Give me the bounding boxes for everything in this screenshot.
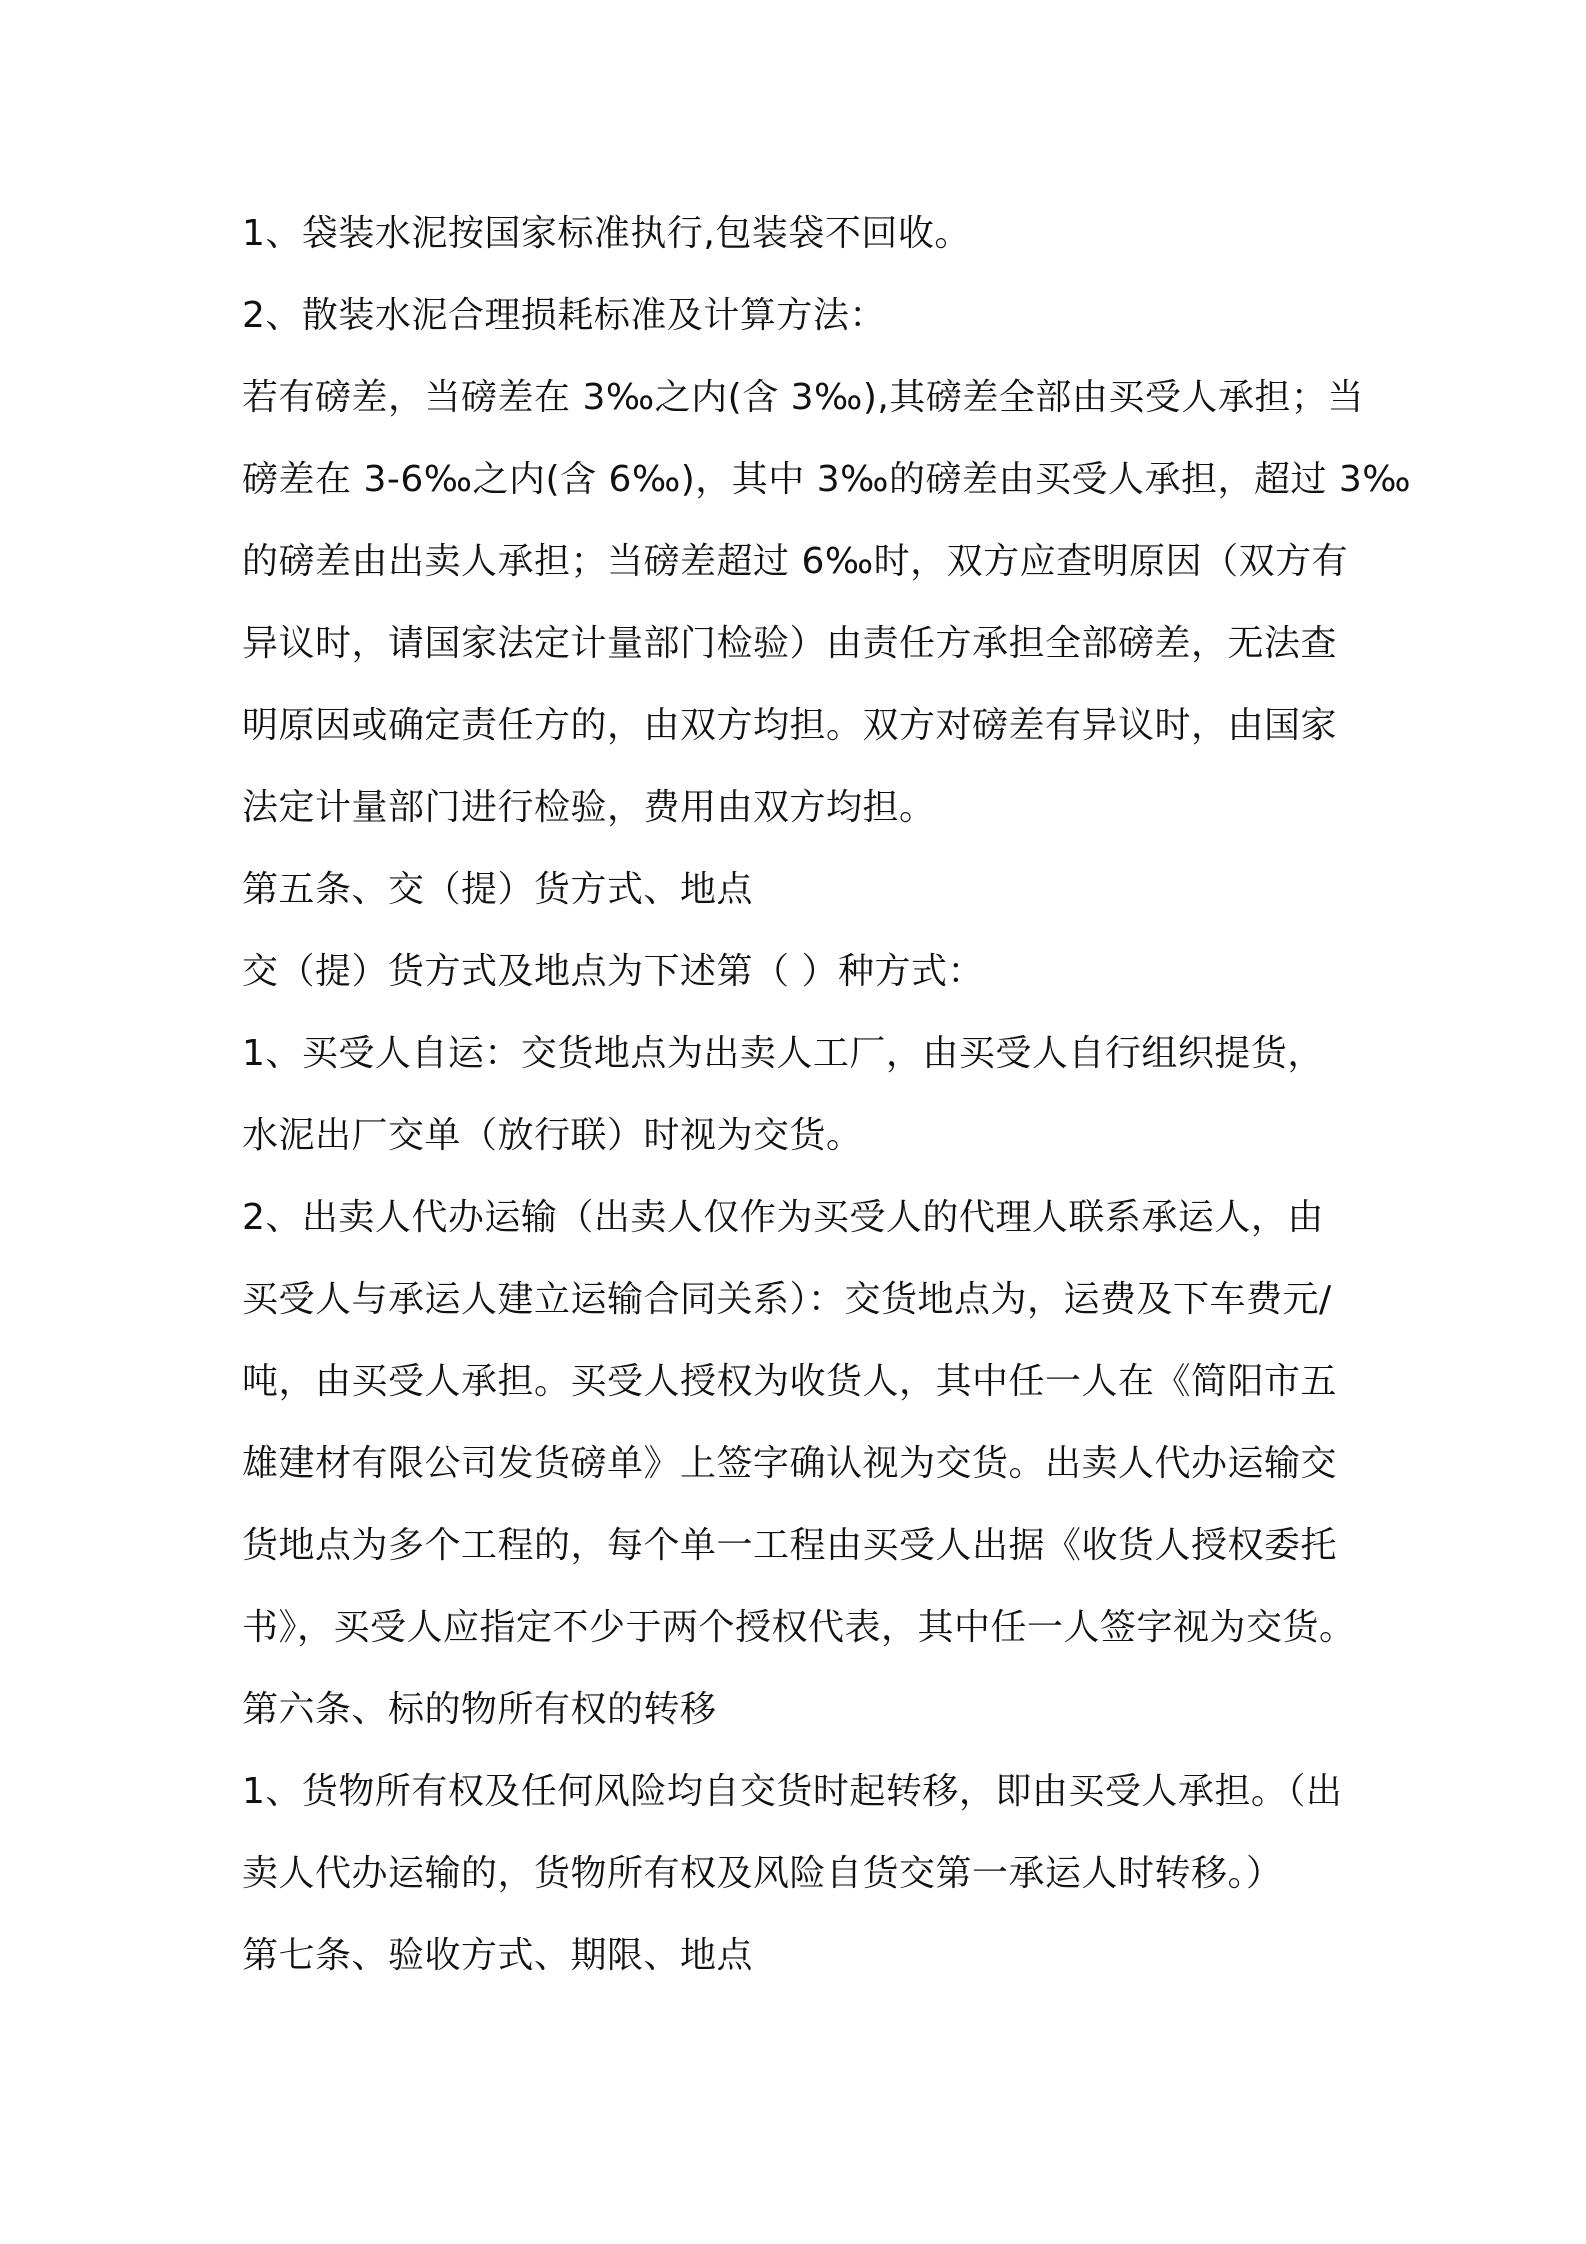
- section-heading: 第五条、交（提）货方式、地点: [242, 869, 754, 910]
- text-line: 若有磅差，当磅差在 3‰之内(含 3‰),其磅差全部由买受人承担；当: [242, 377, 1364, 418]
- text-line: 卖人代办运输的，货物所有权及风险自货交第一承运人时转移。）: [242, 1853, 1283, 1894]
- section-heading: 第六条、标的物所有权的转移: [242, 1689, 717, 1730]
- text-line: 法定计量部门进行检验，费用由双方均担。: [242, 787, 936, 828]
- text-line: 1、货物所有权及任何风险均自交货时起转移，即由买受人承担。（出: [242, 1771, 1343, 1812]
- document-page: [242, 193, 1412, 1997]
- text-line: 2、散装水泥合理损耗标准及计算方法：: [242, 295, 886, 336]
- text-line: 买受人与承运人建立运输合同关系）：交货地点为，运费及下车费元/: [242, 1279, 1332, 1320]
- text-line: 磅差在 3-6‰之内(含 6‰)，其中 3‰的磅差由买受人承担，超过 3‰: [242, 459, 1412, 500]
- text-line: 1、买受人自运：交货地点为出卖人工厂，由买受人自行组织提货，: [242, 1033, 1324, 1074]
- section-heading: 第七条、验收方式、期限、地点: [242, 1935, 754, 1976]
- text-line: 异议时，请国家法定计量部门检验）由责任方承担全部磅差，无法查: [242, 623, 1338, 664]
- text-line: 货地点为多个工程的，每个单一工程由买受人出据《收货人授权委托: [242, 1525, 1338, 1566]
- text-line: 书》，买受人应指定不少于两个授权代表，其中任一人签字视为交货。: [242, 1607, 1356, 1648]
- text-line: 的磅差由出卖人承担；当磅差超过 6‰时，双方应查明原因（双方有: [242, 541, 1349, 582]
- text-line: 水泥出厂交单（放行联）时视为交货。: [242, 1115, 863, 1156]
- text-line: 交（提）货方式及地点为下述第（ ）种方式：: [242, 951, 984, 992]
- text-line: 雄建材有限公司发货磅单》上签字确认视为交货。出卖人代办运输交: [242, 1443, 1338, 1484]
- text-line: 明原因或确定责任方的，由双方均担。双方对磅差有异议时，由国家: [242, 705, 1338, 746]
- text-line: 吨，由买受人承担。买受人授权为收货人，其中任一人在《简阳市五: [242, 1361, 1338, 1402]
- text-line: 1、袋装水泥按国家标准执行,包装袋不回收。: [242, 213, 971, 254]
- text-line: 2、出卖人代办运输（出卖人仅作为买受人的代理人联系承运人，由: [242, 1197, 1324, 1238]
